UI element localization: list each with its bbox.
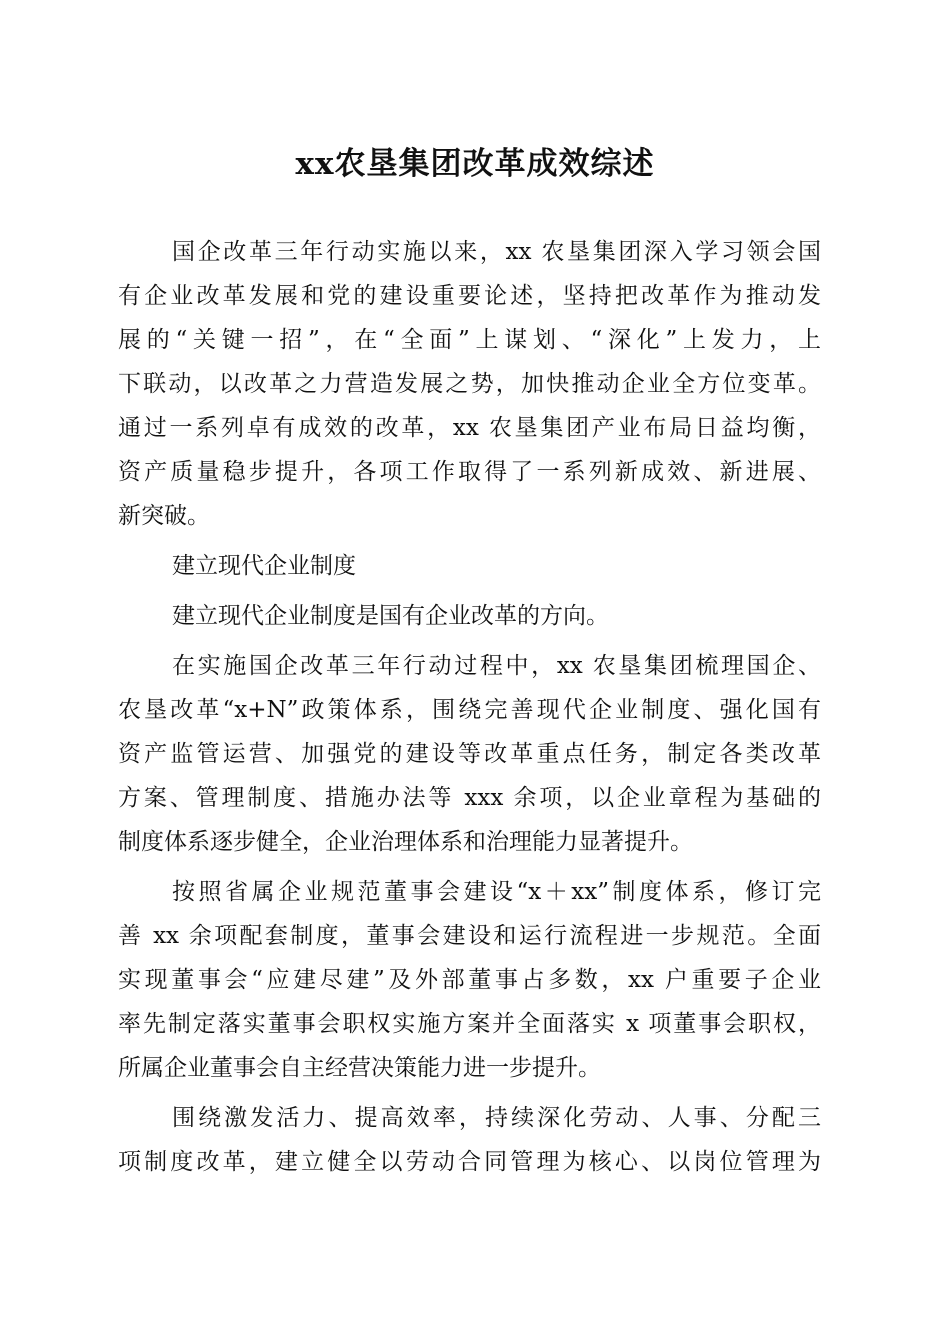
text-line: 按照省属企业规范董事会建设“x＋xx”制度体系，修订完	[172, 879, 821, 905]
text-line: 资产质量稳步提升，各项工作取得了一系列新成效、新进展、	[118, 459, 821, 485]
text-line: 善 xx 余项配套制度，董事会建设和运行流程进一步规范。全面	[118, 923, 821, 949]
text-line: 展的“关键一招”，在“全面”上谋划、“深化”上发力，上	[118, 327, 821, 353]
text-line: 建立现代企业制度	[172, 553, 356, 579]
document-title: xx农垦集团改革成效综述	[295, 146, 655, 182]
paragraph	[118, 230, 821, 538]
paragraph	[118, 594, 821, 638]
paragraph	[118, 1096, 821, 1184]
text-line: 制度体系逐步健全，企业治理体系和治理能力显著提升。	[118, 829, 693, 855]
text-line: 率先制定落实董事会职权实施方案并全面落实 x 项董事会职权，	[118, 1011, 821, 1037]
text-line: 国企改革三年行动实施以来，xx 农垦集团深入学习领会国	[172, 239, 821, 265]
text-line: 建立现代企业制度是国有企业改革的方向。	[172, 603, 609, 629]
document-body	[118, 230, 821, 1190]
text-line: 农垦改革“x+N”政策体系，围绕完善现代企业制度、强化国有	[118, 697, 821, 723]
text-line: 方案、管理制度、措施办法等 xxx 余项，以企业章程为基础的	[118, 785, 821, 811]
text-line: 新突破。	[118, 503, 210, 529]
text-line: 围绕激发活力、提高效率，持续深化劳动、人事、分配三	[172, 1105, 821, 1131]
text-line: 通过一系列卓有成效的改革，xx 农垦集团产业布局日益均衡，	[118, 415, 821, 441]
text-line: 资产监管运营、加强党的建设等改革重点任务，制定各类改革	[118, 741, 821, 767]
text-line: 在实施国企改革三年行动过程中，xx 农垦集团梳理国企、	[172, 653, 821, 679]
paragraph	[118, 870, 821, 1090]
text-line: 下联动，以改革之力营造发展之势，加快推动企业全方位变革。	[118, 371, 821, 397]
text-line: 实现董事会“应建尽建”及外部董事占多数，xx 户重要子企业	[118, 967, 821, 993]
paragraph	[118, 544, 821, 588]
text-line: 所属企业董事会自主经营决策能力进一步提升。	[118, 1055, 601, 1081]
text-line: 有企业改革发展和党的建设重要论述，坚持把改革作为推动发	[118, 283, 821, 309]
text-line: 项制度改革，建立健全以劳动合同管理为核心、以岗位管理为	[118, 1149, 821, 1175]
paragraph	[118, 644, 821, 864]
